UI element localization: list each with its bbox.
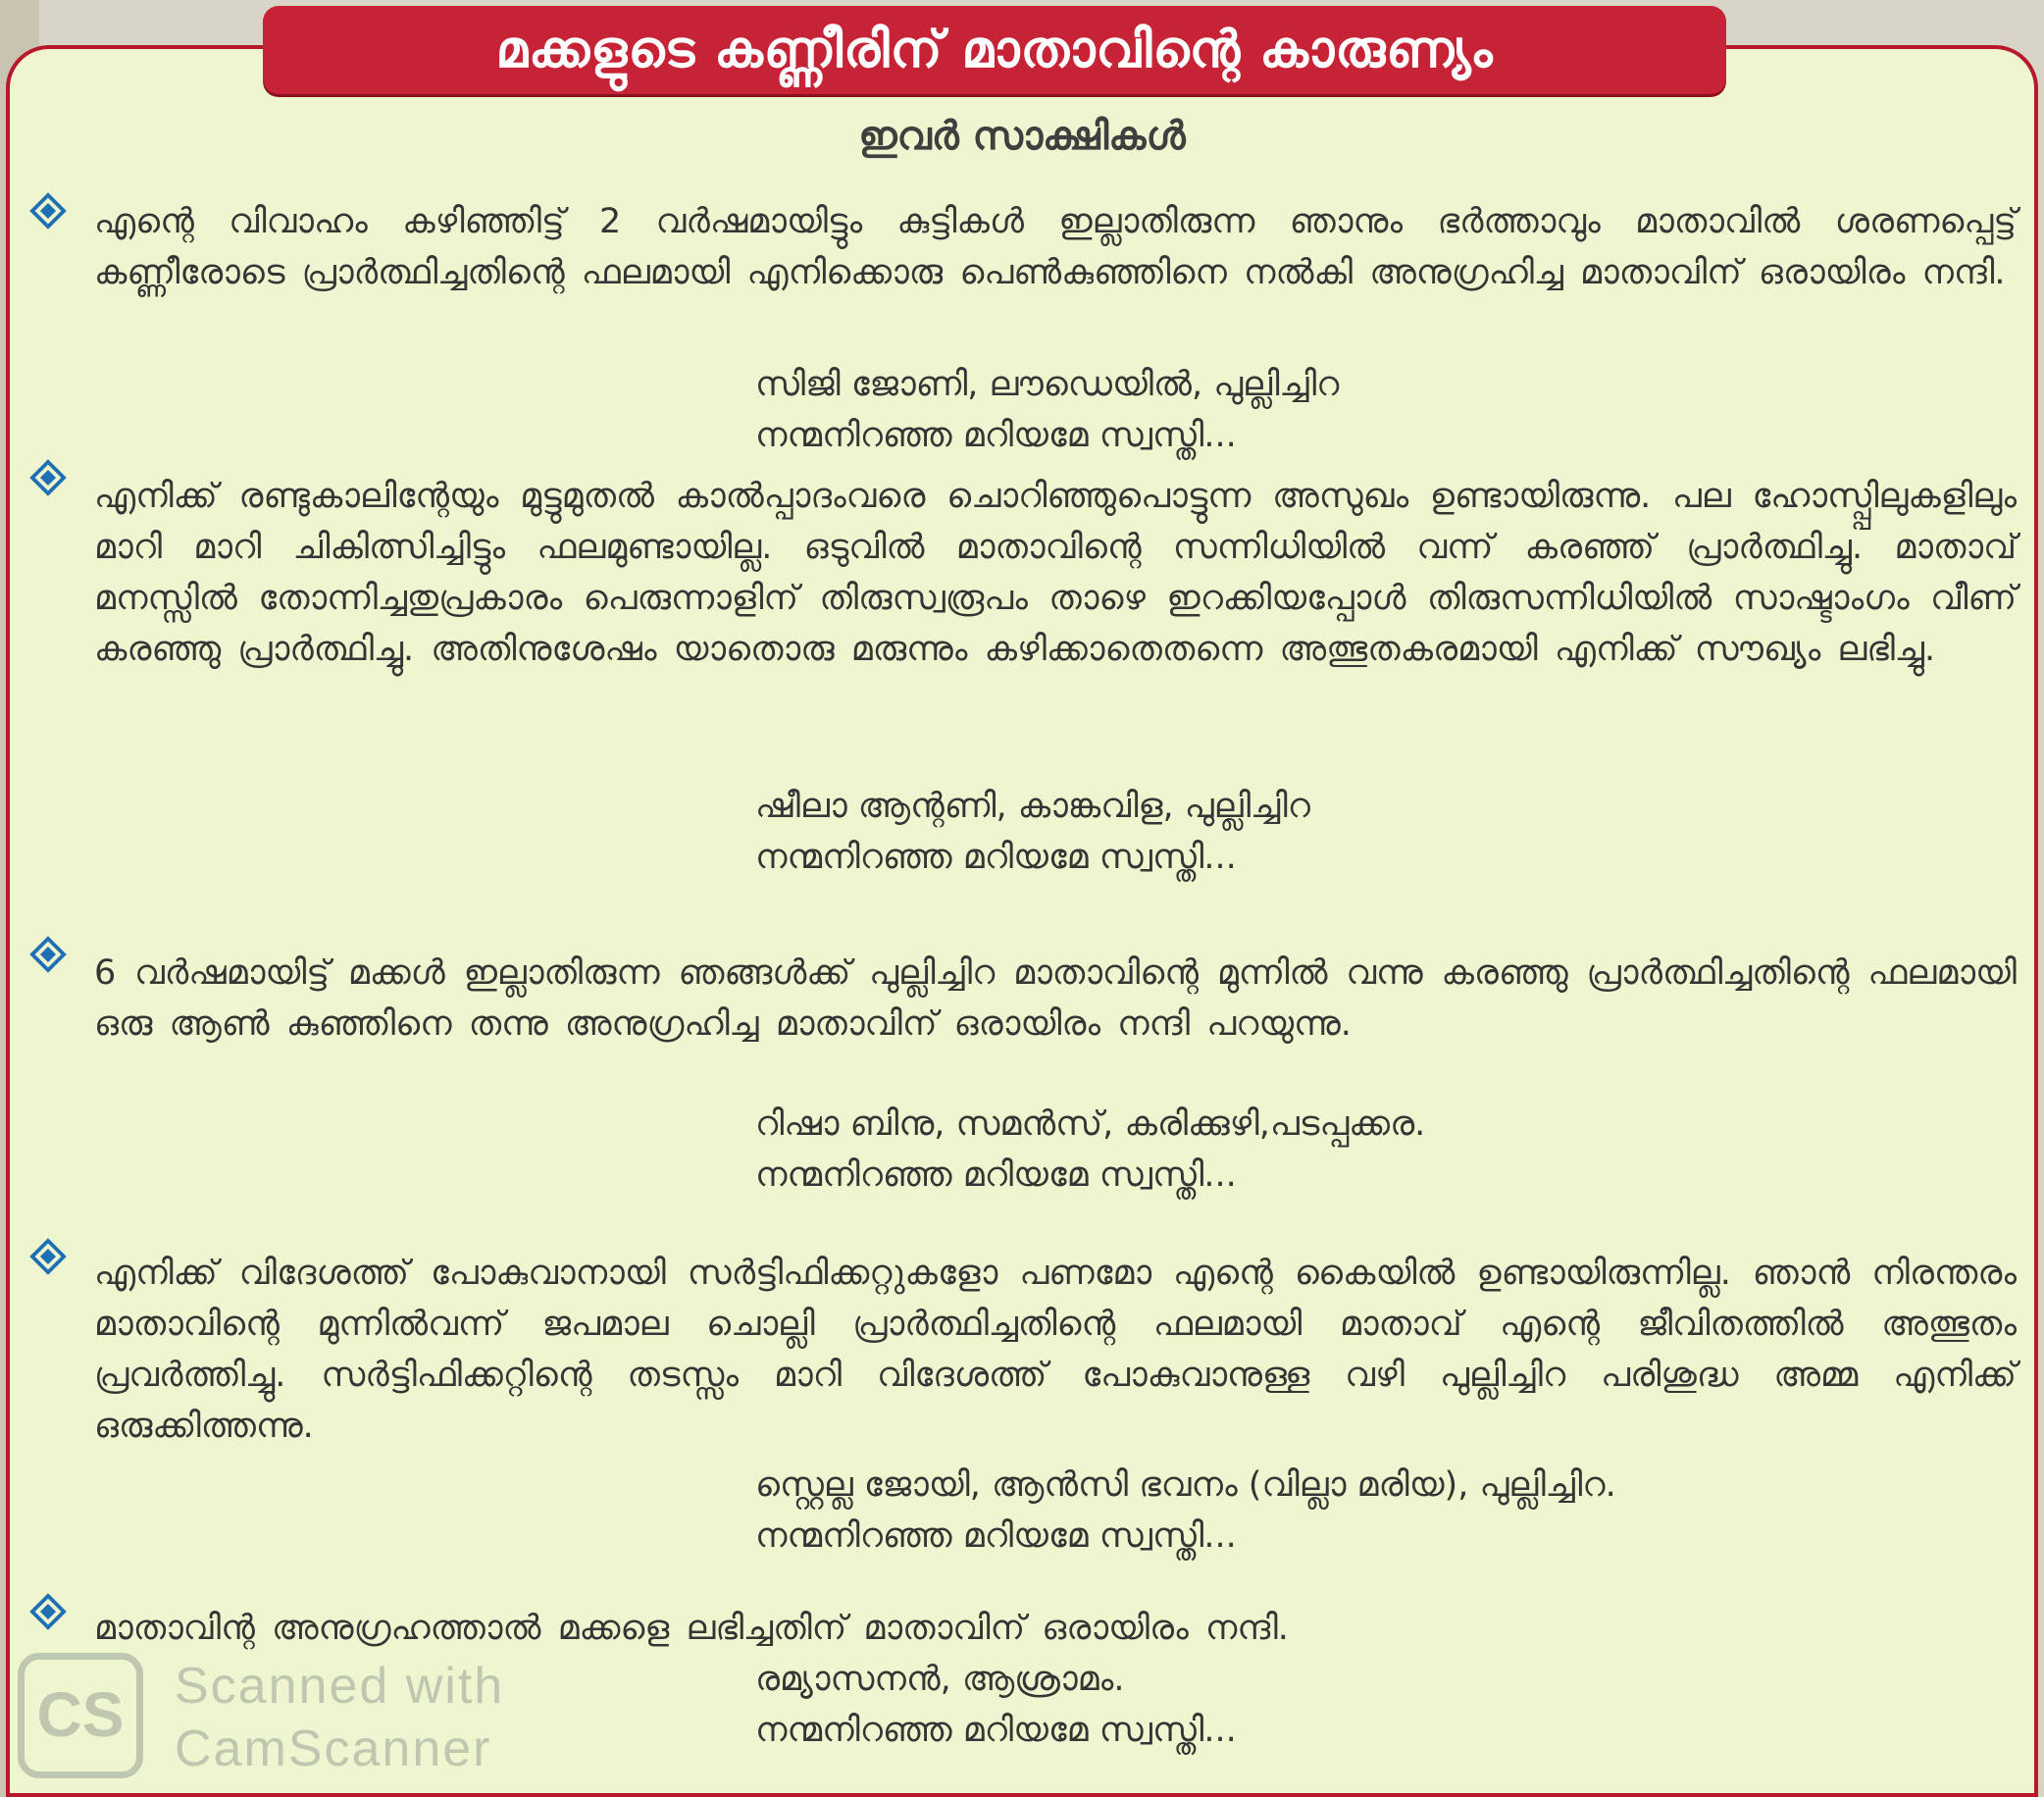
testimony-author: സിജി ജോണി, ലൗഡെയിൽ, പുല്ലിച്ചിറ [755,365,1340,404]
testimony-author: ഷീലാ ആന്റണി, കാങ്കവിള, പുല്ലിച്ചിറ [755,787,1310,826]
diamond-bullet-icon [29,192,67,230]
camscanner-logo-icon: CS [18,1653,143,1778]
testimony-text: മാതാവിന്റ അനുഗ്രഹത്താൽ മക്കളെ ലഭിച്ചതിന് മാതാവിന് ഒരായിരം നന്ദി. [94,1609,1289,1648]
page-title: മക്കളുടെ കണ്ണീരിന് മാതാവിന്റെ കാരുണ്യം [495,20,1494,79]
title-banner [263,6,1726,94]
testimony-text: എന്റെ വിവാഹം കഴിഞ്ഞിട്ട് 2 വർഷമായിട്ടും കുട്ടികൾ ഇല്ലാതിരുന്ന ഞാനും ഭർത്താവും മാതാവിൽ ശരണപ്പെട്ട് കണ്ണീരോടെ പ്രാർത്ഥിച്ചതിന്റെ ഫലമായി എനിക്കൊരു പെൺകുഞ്ഞിനെ നൽകി അനുഗ്രഹിച്ച മാതാവിന് ഒരായിരം നന്ദി. [94,202,2017,292]
testimony-text: എനിക്ക് വിദേശത്ത് പോകുവാനായി സർട്ടിഫിക്കറ്റുകളോ പണമോ എന്റെ കൈയിൽ ഉണ്ടായിരുന്നില്ല. ഞാൻ നിരന്തരം മാതാവിന്റെ മുന്നിൽവന്ന് ജപമാല ചൊല്ലി പ്രാർത്ഥിച്ചതിന്റെ ഫലമായി മാതാവ് എന്റെ ജീവിതത്തിൽ അത്ഭുതം പ്രവർത്തിച്ചു. സർട്ടിഫിക്കറ്റിന്റെ തടസ്സം മാറി വിദേശത്ത് പോകുവാനുള്ള വഴി പുല്ലിച്ചിറ പരിശുദ്ധ അമ്മ എനിക്ക് ഒരുക്കിത്തന്നു. [94,1254,2017,1446]
testimony-text: 6 വർഷമായിട്ട് മക്കൾ ഇല്ലാതിരുന്ന ഞങ്ങൾക്ക് പുല്ലിച്ചിറ മാതാവിന്റെ മുന്നിൽ വന്നു കരഞ്ഞു പ്രാർത്ഥിച്ചതിന്റെ ഫലമായി ഒരു ആൺ കുഞ്ഞിനെ തന്നു അനുഗ്രഹിച്ച മാതാവിന് ഒരായിരം നന്ദി പറയുന്നു. [94,953,2017,1044]
diamond-bullet-icon [29,1593,67,1630]
watermark-line-2: CamScanner [175,1720,492,1777]
testimony-author: സ്റ്റെല്ല ജോയി, ആൻസി ഭവനം (വില്ലാ മരിയ), പുല്ലിച്ചിറ. [755,1465,1616,1505]
testimony-prayer: നന്മനിറഞ്ഞ മറിയമേ സ്വസ്തി... [755,1711,1237,1750]
watermark-line-1: Scanned with [175,1658,505,1715]
testimony-author: റിഷാ ബിനു, സമൻസ്, കരിക്കുഴി,പടപ്പക്കര. [755,1104,1426,1144]
camscanner-watermark [18,1653,567,1780]
diamond-bullet-icon [29,459,67,496]
testimony-prayer: നന്മനിറഞ്ഞ മറിയമേ സ്വസ്തി... [755,1516,1237,1556]
testimony-prayer: നന്മനിറഞ്ഞ മറിയമേ സ്വസ്തി... [755,838,1237,877]
diamond-bullet-icon [29,1238,67,1275]
diamond-bullet-icon [29,936,67,973]
testimony-prayer: നന്മനിറഞ്ഞ മറിയമേ സ്വസ്തി... [755,1155,1237,1195]
watermark-text [175,1655,567,1780]
testimony-prayer: നന്മനിറഞ്ഞ മറിയമേ സ്വസ്തി... [755,416,1237,455]
testimony-author: രമ്യാസനൻ, ആശ്രാമം. [755,1660,1125,1699]
testimony-text: എനിക്ക് രണ്ടുകാലിന്റേയും മുട്ടുമുതൽ കാൽപ്പാദംവരെ ചൊറിഞ്ഞുപൊട്ടുന്ന അസുഖം ഉണ്ടായിരുന്നു. പല ഹോസ്പ്പിലുകളിലും മാറി മാറി ചികിത്സിച്ചിട്ടും ഫലമുണ്ടായില്ല. ഒടുവിൽ മാതാവിന്റെ സന്നിധിയിൽ വന്ന് കരഞ്ഞ് പ്രാർത്ഥിച്ചു. മാതാവ് മനസ്സിൽ തോന്നിച്ചതുപ്രകാരം പെരുന്നാളിന് തിരുസ്വരൂപം താഴെ ഇറക്കിയപ്പോൾ തിരുസന്നിധിയിൽ സാഷ്ടാംഗം വീണ് കരഞ്ഞു പ്രാർത്ഥിച്ചു. അതിനുശേഷം യാതൊരു മരുന്നും കഴിക്കാതെതന്നെ അത്ഭുതകരമായി എനിക്ക് സൗഖ്യം ലഭിച്ചു. [94,477,2017,669]
page-subtitle: ഇവർ സാക്ഷികൾ [858,114,1186,159]
